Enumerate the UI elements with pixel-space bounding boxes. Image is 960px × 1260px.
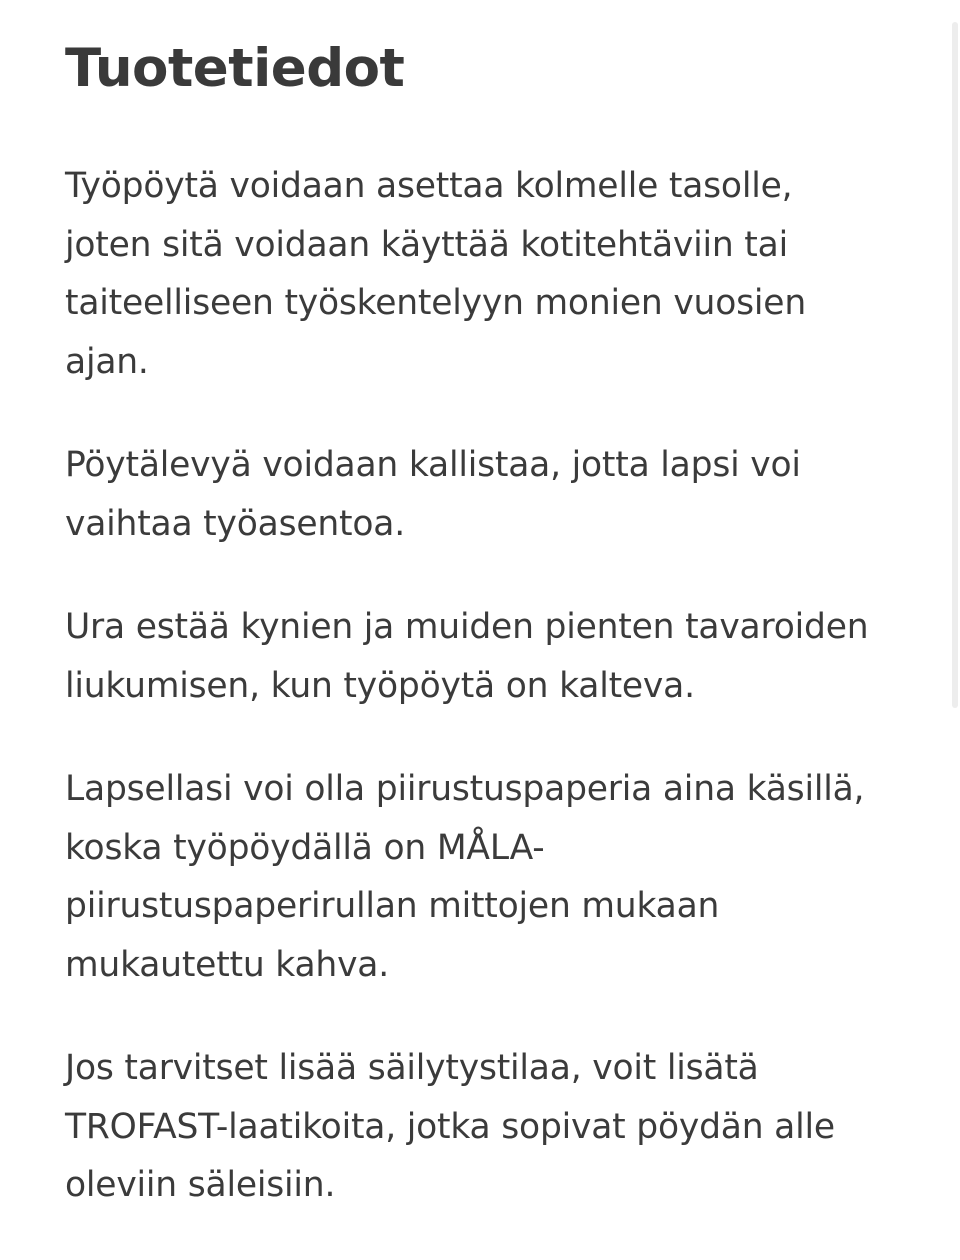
description-paragraph-groove (65, 598, 915, 715)
text-line: Jos tarvitset lisää säilytystilaa, voit lisätä (65, 1048, 759, 1088)
text-line: koska työpöydällä on MÅLA- (65, 827, 545, 868)
description-paragraph-tilt (65, 436, 915, 553)
text-line: taiteelliseen työskentelyyn monien vuosien (65, 283, 806, 323)
product-description (65, 157, 915, 1215)
page-title: Tuotetiedot (65, 38, 405, 99)
text-line: vaihtaa työasentoa. (65, 503, 405, 544)
description-paragraph-paper-holder (65, 760, 915, 994)
text-line: Pöytälevyä voidaan kallistaa, jotta lapsi voi (65, 445, 801, 485)
text-line: oleviin säleisiin. (65, 1165, 336, 1205)
text-line: Työpöytä voidaan asettaa kolmelle tasolle, (65, 166, 793, 206)
product-details-content (65, 36, 915, 1260)
description-paragraph-storage (65, 1039, 915, 1215)
description-paragraph-levels (65, 157, 915, 391)
text-line: liukumisen, kun työpöytä on kalteva. (65, 665, 695, 706)
text-line: mukautettu kahva. (65, 944, 389, 985)
vertical-scrollbar[interactable] (952, 22, 958, 708)
text-line: ajan. (65, 341, 149, 382)
text-line: piirustuspaperirullan mittojen mukaan (65, 886, 720, 926)
text-line: joten sitä voidaan käyttää kotitehtäviin tai (65, 224, 788, 265)
text-line: TROFAST-laatikoita, jotka sopivat pöydän alle (65, 1106, 835, 1147)
text-line: Ura estää kynien ja muiden pienten tavaroiden (65, 607, 869, 647)
text-line: Lapsellasi voi olla piirustuspaperia aina käsillä, (65, 769, 865, 809)
